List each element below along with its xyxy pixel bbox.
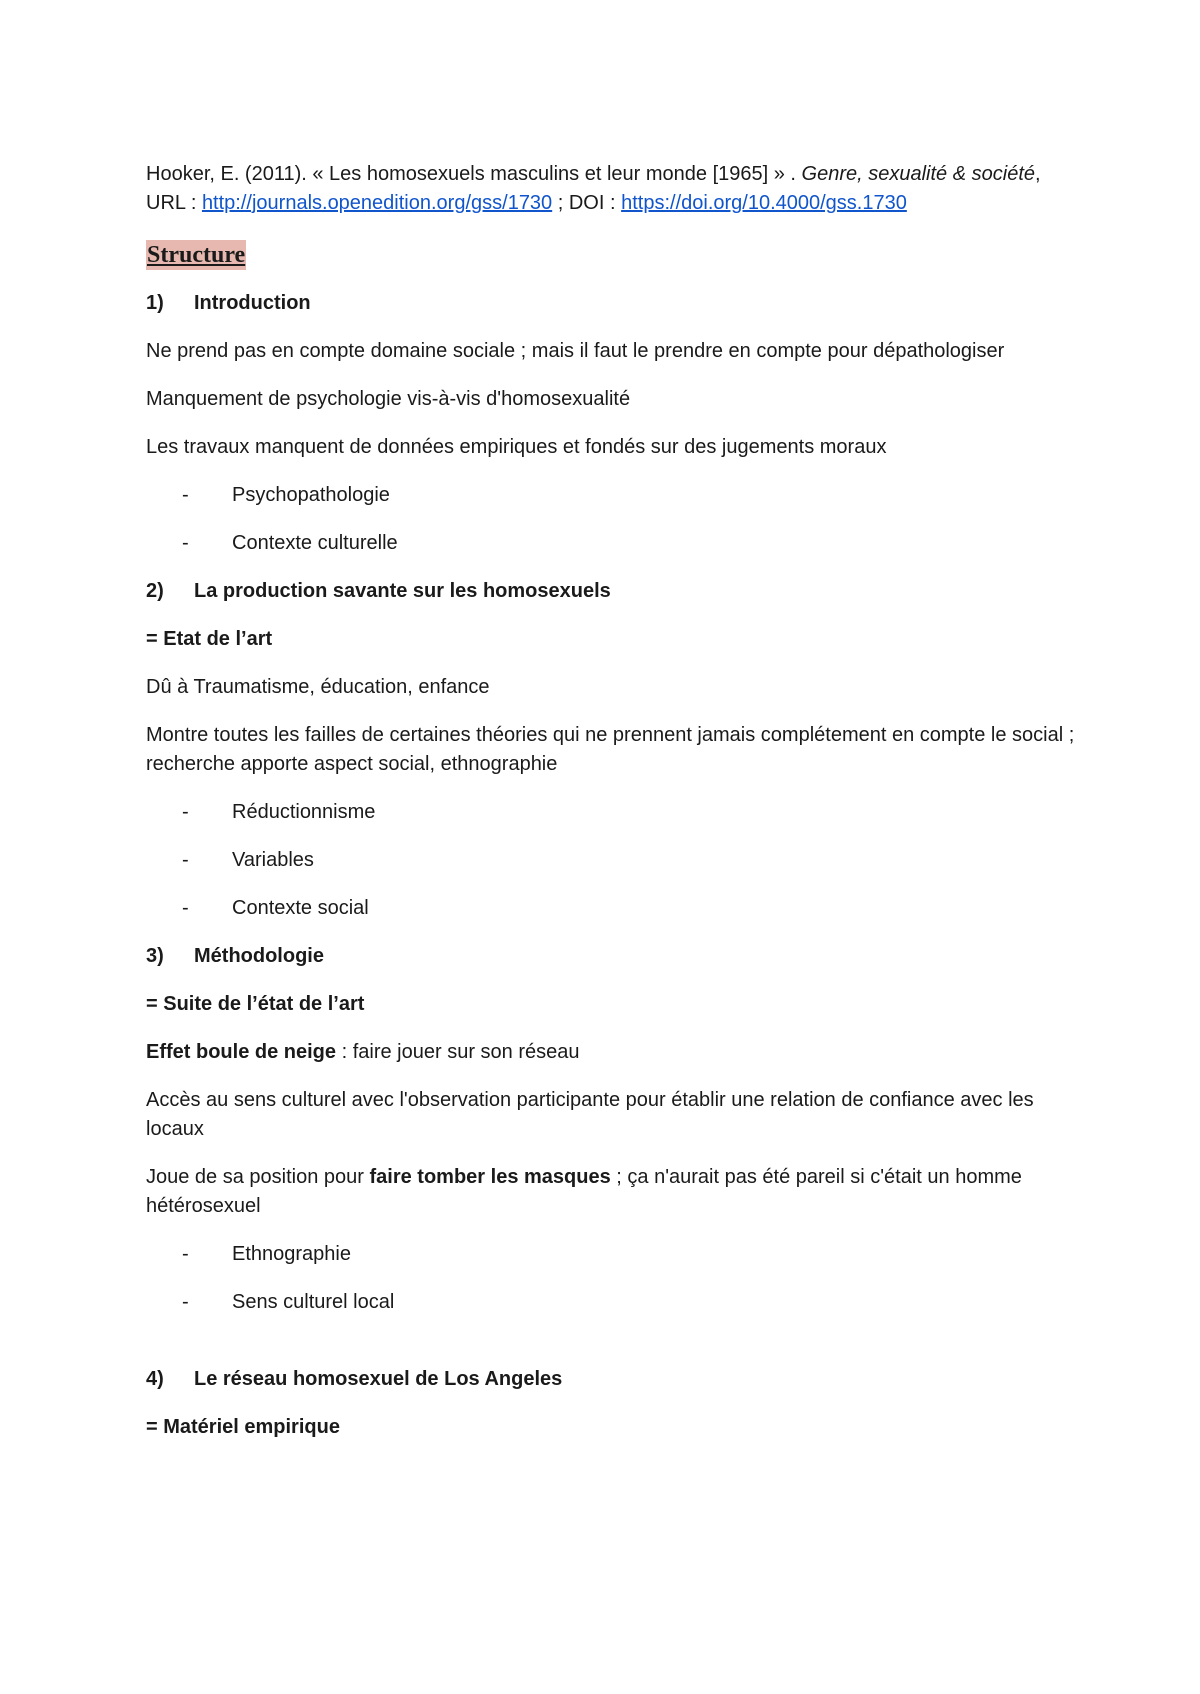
section-number: 3) — [146, 945, 164, 967]
paragraph: Manquement de psychologie vis-à-vis d'homosexualité — [146, 388, 631, 410]
list-item — [146, 529, 1076, 558]
bold-phrase: faire tomber les masques — [369, 1166, 611, 1188]
section-title: La production savante sur les homosexuels — [194, 580, 611, 602]
structure-heading-wrap — [146, 240, 1076, 271]
list-item — [146, 1288, 1076, 1317]
structure-heading: Structure — [147, 242, 246, 268]
subheading: = Matériel empirique — [146, 1416, 340, 1438]
citation-doi-label: ; DOI : — [552, 192, 622, 214]
bullet-dash: - — [182, 849, 189, 871]
paragraph — [146, 1163, 1076, 1221]
section-heading-1 — [146, 289, 1076, 318]
paragraph: Ne prend pas en compte domaine sociale ; mais il faut le prendre en compte pour dépathologiser — [146, 340, 1005, 362]
bullet-dash: - — [182, 1243, 189, 1265]
bullet-dash: - — [182, 1291, 189, 1313]
citation-doi-link[interactable]: https://doi.org/10.4000/gss.1730 — [621, 192, 907, 214]
list-item-text: Contexte culturelle — [232, 532, 398, 554]
list-item-text: Ethnographie — [232, 1243, 351, 1265]
paragraph: Montre toutes les failles de certaines théories qui ne prennent jamais complétement en compte le social ; recherche apporte aspect social, ethnographie — [146, 724, 1075, 775]
section-heading-2 — [146, 577, 1076, 606]
citation — [146, 160, 1076, 218]
section-number: 2) — [146, 580, 164, 602]
section-heading-3 — [146, 942, 1076, 971]
section-heading-4 — [146, 1365, 1076, 1394]
paragraph-text: : faire jouer sur son réseau — [336, 1041, 580, 1063]
section-number: 4) — [146, 1368, 164, 1390]
citation-url-link[interactable]: http://journals.openedition.org/gss/1730 — [201, 192, 553, 214]
bold-phrase: Effet boule de neige — [146, 1041, 337, 1063]
paragraph: Dû à Traumatisme, éducation, enfance — [146, 676, 490, 698]
bullet-dash: - — [182, 801, 189, 823]
list-item-text: Sens culturel local — [232, 1291, 395, 1313]
list-item — [146, 846, 1076, 875]
list-item — [146, 1240, 1076, 1269]
paragraph — [146, 1038, 1076, 1067]
list-item-text: Psychopathologie — [232, 484, 390, 506]
blank-line — [146, 1336, 1076, 1365]
citation-authors: Hooker, E. (2011). « Les homosexuels masculins et leur monde [1965] » . — [146, 163, 802, 185]
document-body — [146, 160, 1076, 1461]
paragraph: Accès au sens culturel avec l'observation participante pour établir une relation de confiance avec les locaux — [146, 1089, 1034, 1140]
list-item-text: Variables — [232, 849, 314, 871]
paragraph-text: ; ça n'aurait pas été pareil si c'était un homme hétérosexuel — [146, 1166, 1022, 1217]
list-item — [146, 798, 1076, 827]
list-item-text: Réductionnisme — [232, 801, 376, 823]
bullet-dash: - — [182, 532, 189, 554]
list-item — [146, 894, 1076, 923]
bullet-dash: - — [182, 484, 189, 506]
section-title: Méthodologie — [194, 945, 324, 967]
subheading: = Etat de l’art — [146, 628, 273, 650]
paragraph-text: Joue de sa position pour — [146, 1166, 370, 1188]
citation-url-label: , URL : — [146, 163, 1041, 214]
citation-journal: Genre, sexualité & société — [801, 163, 1036, 185]
section-title: Le réseau homosexuel de Los Angeles — [194, 1368, 563, 1390]
bullet-dash: - — [182, 897, 189, 919]
list-item-text: Contexte social — [232, 897, 369, 919]
section-title: Introduction — [194, 292, 311, 314]
section-number: 1) — [146, 292, 164, 314]
paragraph: Les travaux manquent de données empiriques et fondés sur des jugements moraux — [146, 436, 887, 458]
subheading: = Suite de l’état de l’art — [146, 993, 365, 1015]
list-item — [146, 481, 1076, 510]
